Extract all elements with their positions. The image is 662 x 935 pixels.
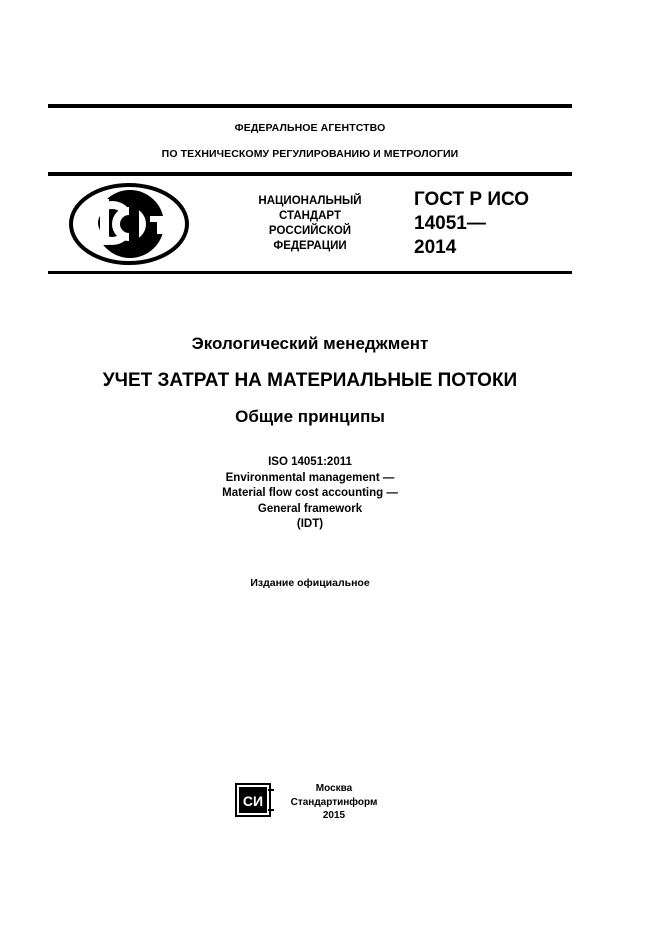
standartinform-logo-icon [235,783,275,817]
standard-code [414,188,529,260]
publisher-year: 2015 [322,810,346,821]
iso-reference-line-2: Environmental management — [225,471,395,484]
national-standard-line-1: НАЦИОНАЛЬНЫЙ [258,195,362,207]
top-rule [48,104,572,108]
standard-code-line-3: 2014 [414,237,457,258]
publisher-city: Москва [315,783,353,794]
standard-code-line-2: 14051— [414,213,486,234]
iso-reference-line-5: (IDT) [296,518,324,530]
standard-code-line-1: ГОСТ Р ИСО [414,189,530,210]
rst-certification-mark-icon [68,182,190,266]
agency-line-2: ПО ТЕХНИЧЕСКОМУ РЕГУЛИРОВАНИЮ И МЕТРОЛОГИИ [161,148,459,160]
national-standard-line-3: РОССИЙСКОЙ [268,225,352,237]
national-standard-line-2: СТАНДАРТ [279,210,341,222]
publisher-name: Стандартинформ [290,796,378,808]
header-rule [48,172,572,176]
iso-reference-line-1: ISO 14051:2011 [268,456,352,468]
title-block-rule [48,271,572,274]
title-subtitle: Общие принципы [235,407,385,426]
publisher-info [284,782,384,823]
iso-reference-line-3: Material flow cost accounting — [222,487,398,499]
publisher-logo-text: СИ [242,793,264,809]
title-subject: Экологический менеджмент [191,334,429,353]
national-standard-line-4: ФЕДЕРАЦИИ [273,240,347,252]
national-standard-label [234,194,386,254]
iso-reference-line-4: General framework [257,502,363,515]
page-title: УЧЕТ ЗАТРАТ НА МАТЕРИАЛЬНЫЕ ПОТОКИ [102,370,518,391]
agency-line-1: ФЕДЕРАЛЬНОЕ АГЕНТСТВО [234,122,386,134]
edition-label: Издание официальное [250,577,370,589]
iso-reference [0,455,620,533]
